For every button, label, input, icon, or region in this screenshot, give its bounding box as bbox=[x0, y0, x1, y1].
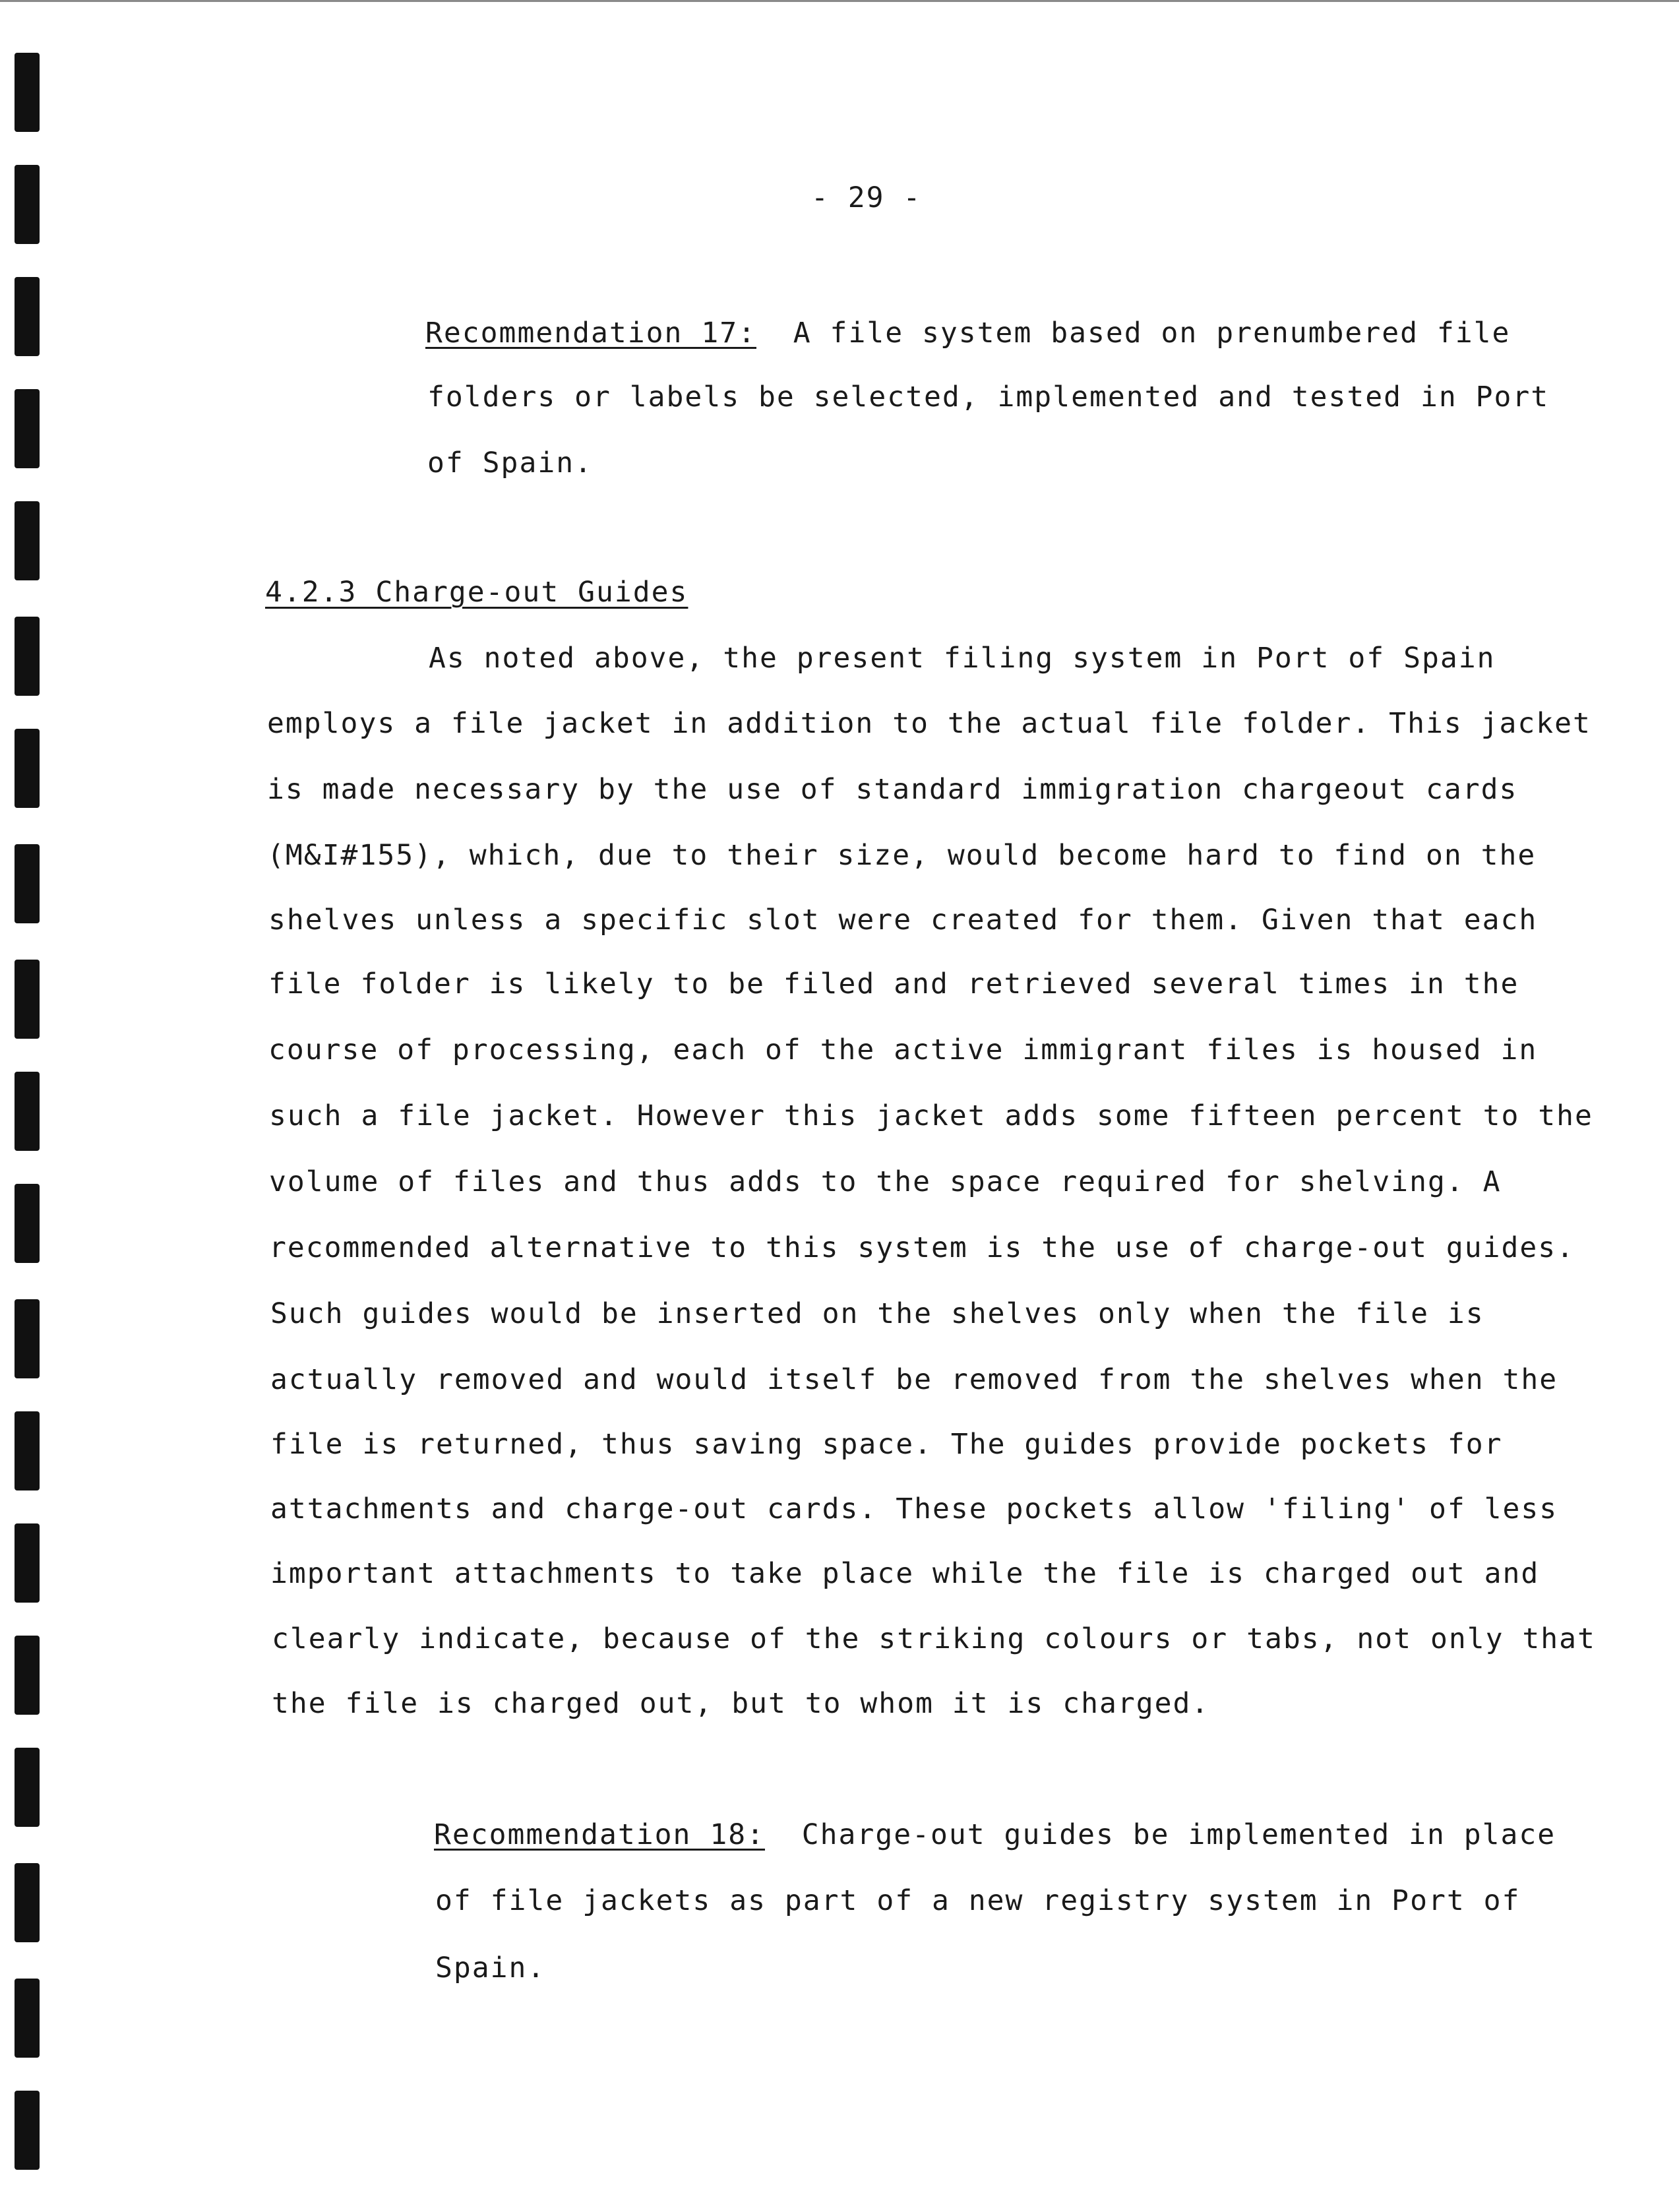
paragraph-line: file is returned, thus saving space. The guides provide pockets for bbox=[270, 1428, 1503, 1461]
paragraph-line: As noted above, the present filing system in Port of Spain bbox=[429, 642, 1496, 675]
punch-hole-mark bbox=[15, 960, 40, 1039]
punch-hole-mark bbox=[15, 729, 40, 808]
recommendation-18-line bbox=[434, 1815, 1556, 1855]
paragraph-line: employs a file jacket in addition to the actual file folder. This jacket bbox=[267, 707, 1591, 740]
punch-hole-mark bbox=[15, 1072, 40, 1151]
punch-hole-mark bbox=[15, 617, 40, 696]
recommendation-17-text: A file system based on prenumbered file bbox=[793, 317, 1511, 350]
paragraph-line: is made necessary by the use of standard immigration chargeout cards bbox=[267, 773, 1518, 806]
page-number: - 29 - bbox=[811, 181, 922, 214]
punch-hole-mark bbox=[15, 165, 40, 244]
paragraph-line: important attachments to take place while the file is charged out and bbox=[270, 1557, 1540, 1590]
recommendation-18-line: of file jackets as part of a new registry system in Port of bbox=[435, 1884, 1521, 1917]
punch-hole-mark bbox=[15, 1863, 40, 1942]
punch-hole-mark bbox=[15, 1411, 40, 1490]
paragraph-line: file folder is likely to be filed and retrieved several times in the bbox=[268, 968, 1519, 1000]
punch-hole-mark bbox=[15, 277, 40, 356]
punch-hole-mark bbox=[15, 1523, 40, 1603]
paragraph-line: actually removed and would itself be removed from the shelves when the bbox=[270, 1363, 1558, 1396]
punch-hole-mark bbox=[15, 1299, 40, 1378]
recommendation-18-label: Recommendation 18: bbox=[434, 1818, 765, 1851]
punch-hole-mark bbox=[15, 1748, 40, 1827]
paragraph-line: attachments and charge-out cards. These pockets allow 'filing' of less bbox=[270, 1492, 1558, 1525]
recommendation-17-line: of Spain. bbox=[427, 446, 593, 479]
punch-hole-mark bbox=[15, 1979, 40, 2058]
paragraph-line: (M&I#155), which, due to their size, would become hard to find on the bbox=[267, 839, 1537, 872]
section-heading: 4.2.3 Charge-out Guides bbox=[265, 576, 688, 609]
binder-punch-strip bbox=[0, 0, 79, 2212]
paragraph-line: shelves unless a specific slot were created for them. Given that each bbox=[268, 904, 1538, 937]
scan-edge-line bbox=[0, 0, 1679, 2]
paragraph-line: clearly indicate, because of the striking colours or tabs, not only that bbox=[272, 1622, 1596, 1655]
recommendation-18-line: Spain. bbox=[435, 1951, 546, 1984]
recommendation-17-label: Recommendation 17: bbox=[425, 317, 756, 350]
recommendation-18-text: Charge-out guides be implemented in place bbox=[801, 1818, 1556, 1851]
paragraph-line: volume of files and thus adds to the space required for shelving. A bbox=[269, 1165, 1502, 1198]
paragraph-line: the file is charged out, but to whom it is charged. bbox=[272, 1687, 1210, 1720]
recommendation-17-line bbox=[425, 313, 1510, 353]
punch-hole-mark bbox=[15, 389, 40, 468]
paragraph-line: Such guides would be inserted on the shelves only when the file is bbox=[270, 1297, 1484, 1330]
punch-hole-mark bbox=[15, 501, 40, 580]
punch-hole-mark bbox=[15, 1184, 40, 1263]
punch-hole-mark bbox=[15, 1636, 40, 1715]
punch-hole-mark bbox=[15, 844, 40, 923]
paragraph-line: such a file jacket. However this jacket adds some fifteen percent to the bbox=[269, 1099, 1593, 1132]
punch-hole-mark bbox=[15, 2091, 40, 2170]
punch-hole-mark bbox=[15, 53, 40, 132]
paragraph-line: course of processing, each of the active immigrant files is housed in bbox=[268, 1033, 1538, 1066]
paragraph-line: recommended alternative to this system is the use of charge-out guides. bbox=[269, 1231, 1575, 1264]
recommendation-17-line: folders or labels be selected, implemented and tested in Port bbox=[427, 381, 1550, 414]
